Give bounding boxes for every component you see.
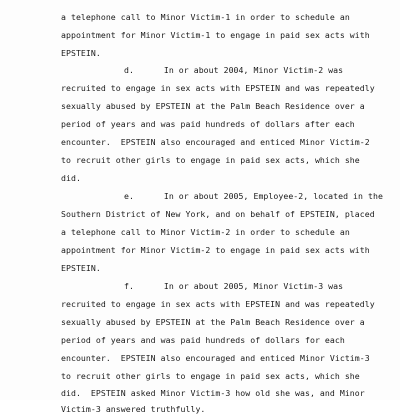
text-line: to recruit other girls to engage in paid sex acts, which she <box>61 371 360 381</box>
text-line: EPSTEIN. <box>61 48 101 58</box>
text-line: recruited to engage in sex acts with EPSTEIN and was repeatedly <box>61 83 375 93</box>
text-line: encounter. EPSTEIN also encouraged and enticed Minor Victim-3 <box>61 353 370 363</box>
text-line: Victim-3 answered truthfully. <box>61 404 206 414</box>
text-line: encounter. EPSTEIN also encouraged and enticed Minor Victim-2 <box>61 137 370 147</box>
text-line: did. <box>61 173 81 183</box>
text-line: EPSTEIN. <box>61 263 101 273</box>
text-line: did. EPSTEIN asked Minor Victim-3 how old she was, and Minor <box>61 388 365 398</box>
paragraph-d-first-line: d. In or about 2004, Minor Victim-2 was <box>124 65 344 75</box>
text-line: sexually abused by EPSTEIN at the Palm Beach Residence over a <box>61 101 365 111</box>
text-line: period of years and was paid hundreds of dollars for each <box>61 335 345 345</box>
text-line: a telephone call to Minor Victim-1 in order to schedule an <box>61 12 350 22</box>
text-line: period of years and was paid hundreds of dollars after each <box>61 119 355 129</box>
text-line: sexually abused by EPSTEIN at the Palm Beach Residence over a <box>61 317 365 327</box>
text-line: Southern District of New York, and on behalf of EPSTEIN, placed <box>61 209 375 219</box>
text-line: appointment for Minor Victim-1 to engage in paid sex acts with <box>61 30 370 40</box>
text-line: to recruit other girls to engage in paid sex acts, which she <box>61 155 360 165</box>
paragraph-e-first-line: e. In or about 2005, Employee-2, located in the <box>124 191 383 201</box>
paragraph-f-first-line: f. In or about 2005, Minor Victim-3 was <box>124 281 344 291</box>
text-line: a telephone call to Minor Victim-2 in order to schedule an <box>61 227 350 237</box>
text-line: recruited to engage in sex acts with EPSTEIN and was repeatedly <box>61 299 375 309</box>
text-line: appointment for Minor Victim-2 to engage in paid sex acts with <box>61 245 370 255</box>
